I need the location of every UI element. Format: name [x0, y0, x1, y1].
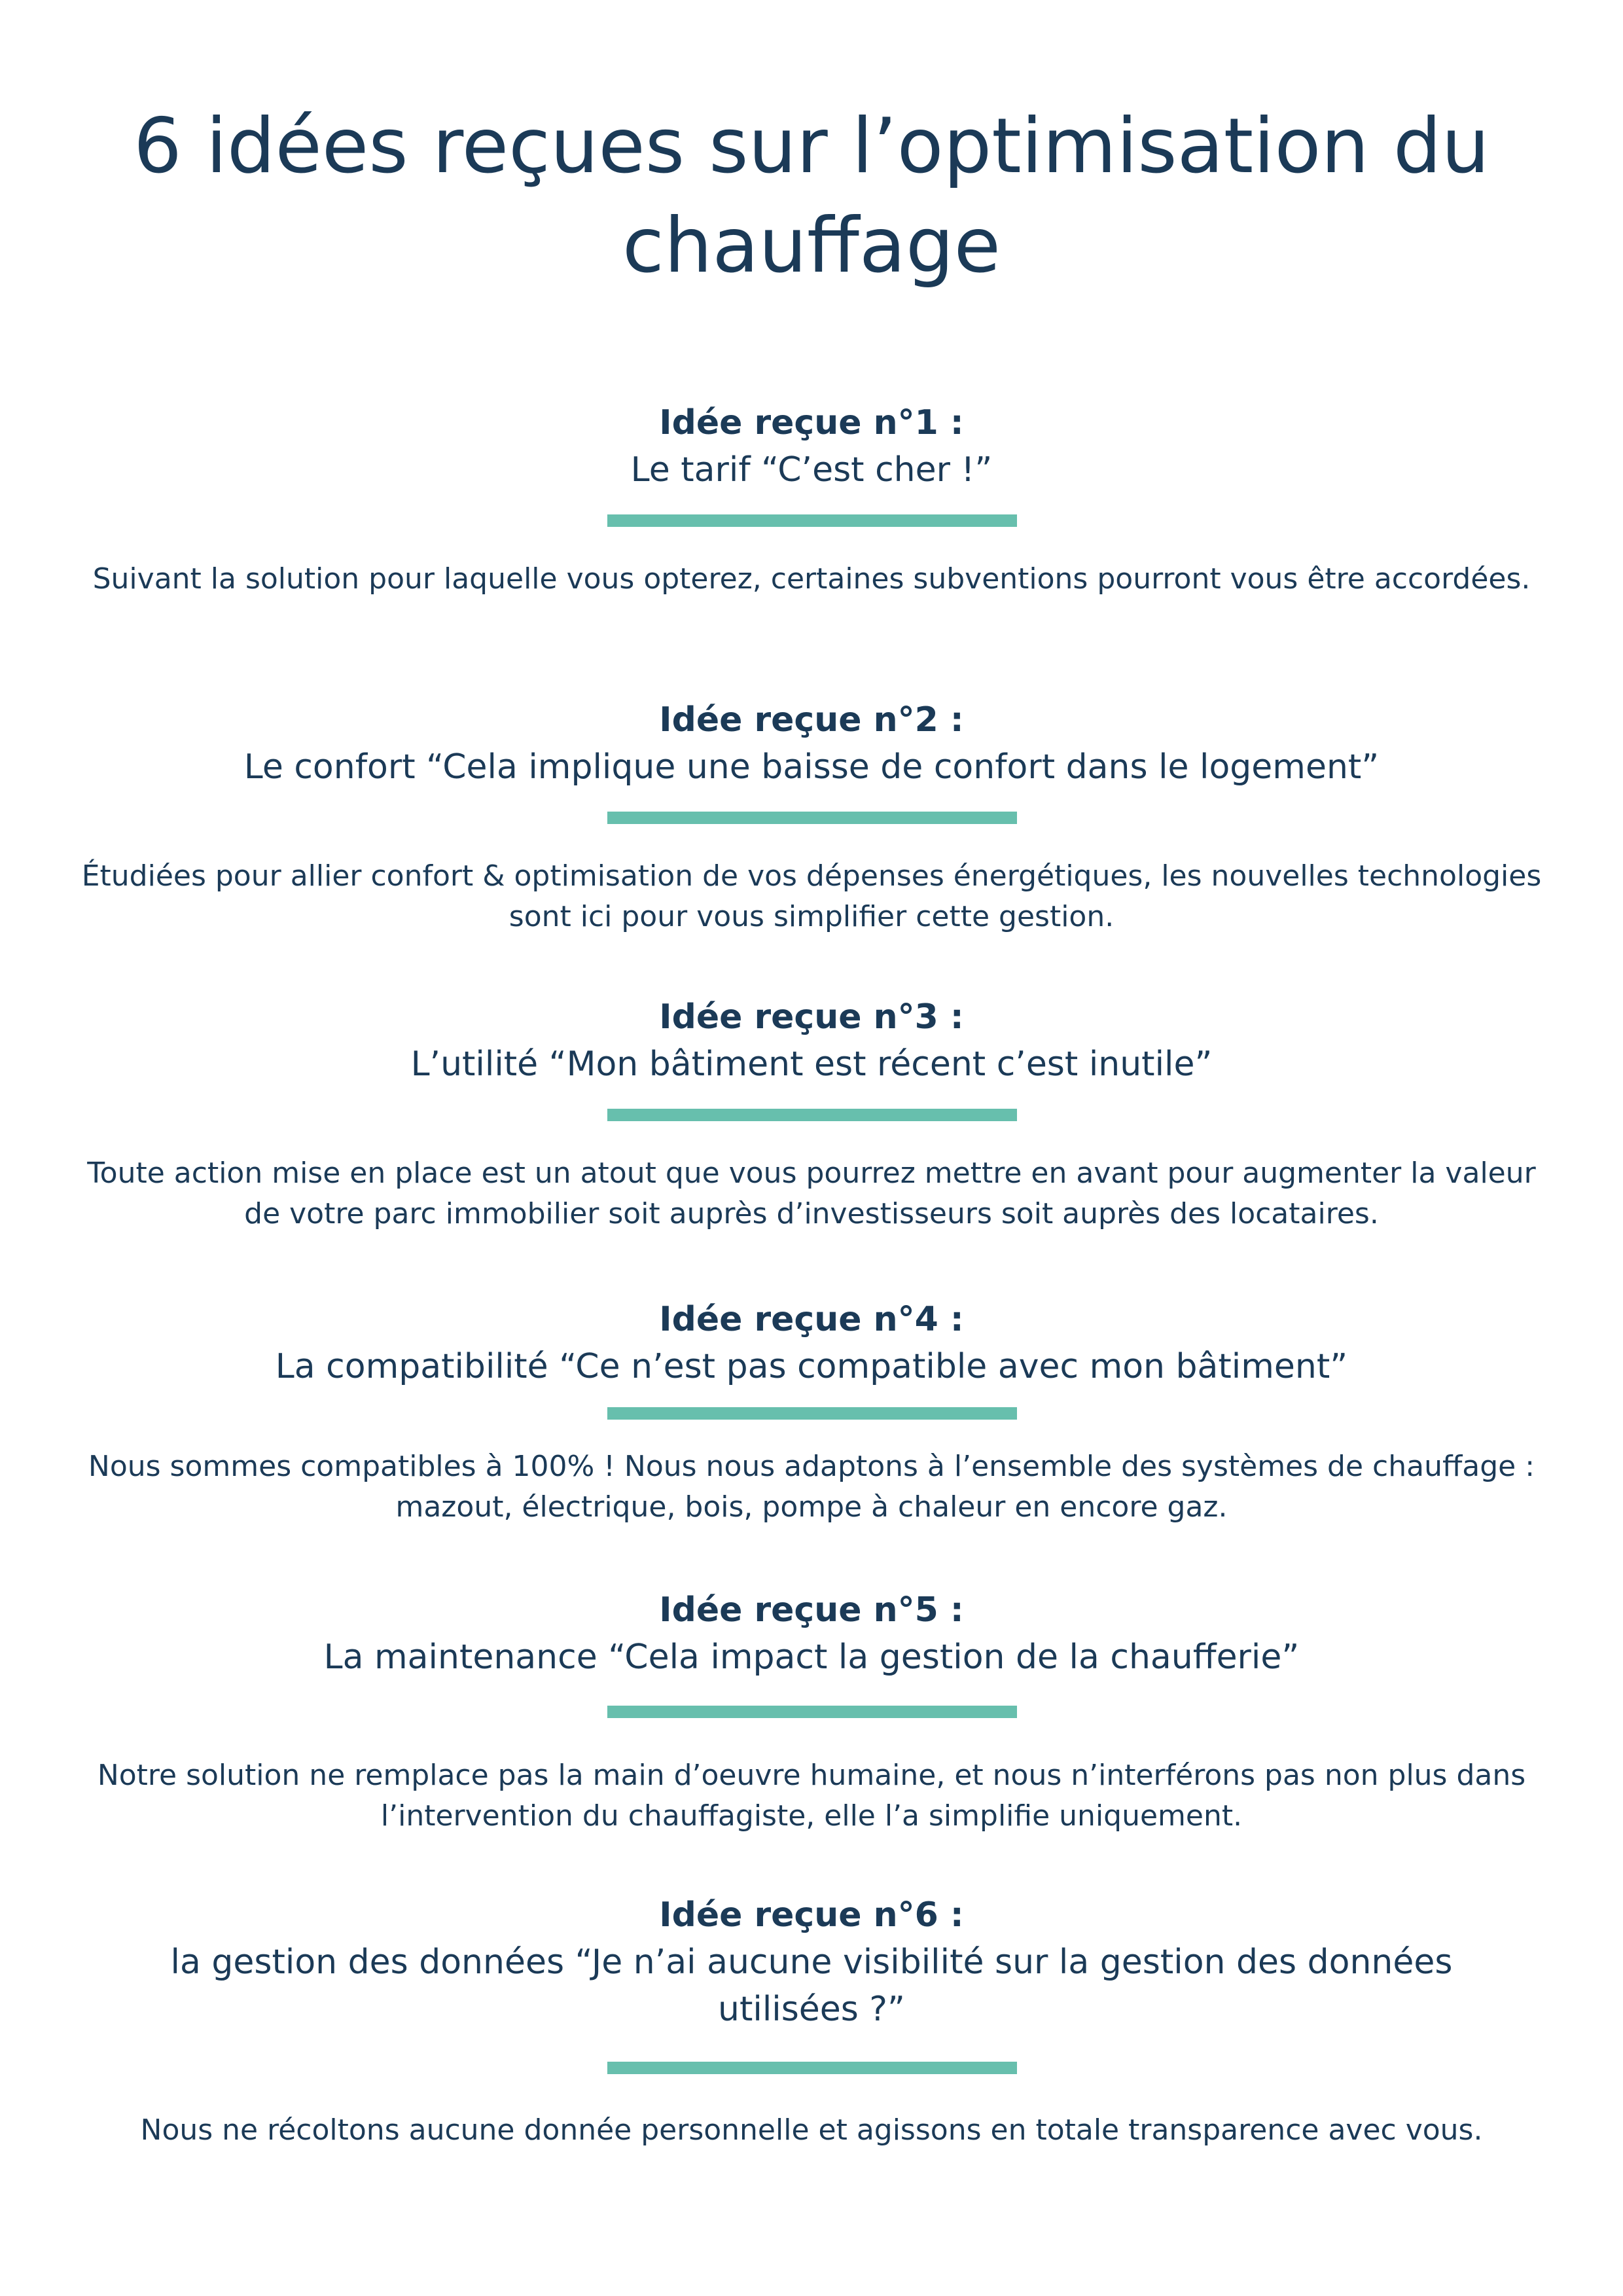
myth-answer: Nous ne récoltons aucune donnée personnelle et agissons en totale transparence avec vous.	[140, 2113, 1483, 2147]
section-divider	[607, 1109, 1017, 1121]
myth-heading: Idée reçue n°2 :	[659, 700, 964, 740]
myth-answer: Suivant la solution pour laquelle vous opterez, certaines subventions pourront vous être accordées.	[92, 562, 1531, 596]
myth-section-5	[79, 1587, 1544, 1681]
myth-statement: Le tarif “C’est cher !”	[630, 450, 993, 490]
myth-heading: Idée reçue n°3 :	[659, 997, 964, 1037]
myth-section-1	[79, 399, 1544, 493]
myth-heading: Idée reçue n°4 :	[659, 1300, 964, 1339]
page-title: 6 idées reçues sur l’optimisation du chauffage	[134, 102, 1489, 290]
myth-statement: la gestion des données “Je n’ai aucune visibilité sur la gestion des données utilisées ?”	[170, 1943, 1453, 2029]
section-divider	[607, 1706, 1017, 1718]
myth-section-3	[79, 994, 1544, 1088]
section-divider	[607, 514, 1017, 527]
section-divider	[607, 812, 1017, 824]
myth-section-2	[79, 696, 1544, 791]
myth-heading: Idée reçue n°6 :	[659, 1895, 964, 1935]
myth-statement: L’utilité “Mon bâtiment est récent c’est inutile”	[410, 1045, 1213, 1084]
myth-statement: Le confort “Cela implique une baisse de confort dans le logement”	[243, 747, 1380, 787]
myth-answer: Nous sommes compatibles à 100% ! Nous nous adaptons à l’ensemble des systèmes de chauffage : mazout, électrique, bois, pompe à chaleur en encore gaz.	[88, 1450, 1535, 1524]
section-divider	[607, 2062, 1017, 2074]
section-divider	[607, 1407, 1017, 1420]
myth-answer: Notre solution ne remplace pas la main d’oeuvre humaine, et nous n’interférons pas non plus dans l’intervention du chauffagiste, elle l’a simplifie uniquement.	[97, 1759, 1526, 1833]
myth-section-4	[79, 1296, 1544, 1390]
myth-answer: Toute action mise en place est un atout que vous pourrez mettre en avant pour augmenter la valeur de votre parc immobilier soit auprès d’investisseurs soit auprès des locataires.	[87, 1157, 1536, 1230]
myth-section-6	[79, 1892, 1544, 2033]
myth-heading: Idée reçue n°1 :	[659, 403, 964, 442]
myth-heading: Idée reçue n°5 :	[659, 1590, 964, 1630]
myth-answer: Étudiées pour allier confort & optimisation de vos dépenses énergétiques, les nouvelles technologies sont ici pour vous simplifier cette gestion.	[81, 859, 1542, 933]
myth-statement: La compatibilité “Ce n’est pas compatible avec mon bâtiment”	[275, 1347, 1348, 1386]
myth-statement: La maintenance “Cela impact la gestion de la chaufferie”	[323, 1638, 1300, 1677]
